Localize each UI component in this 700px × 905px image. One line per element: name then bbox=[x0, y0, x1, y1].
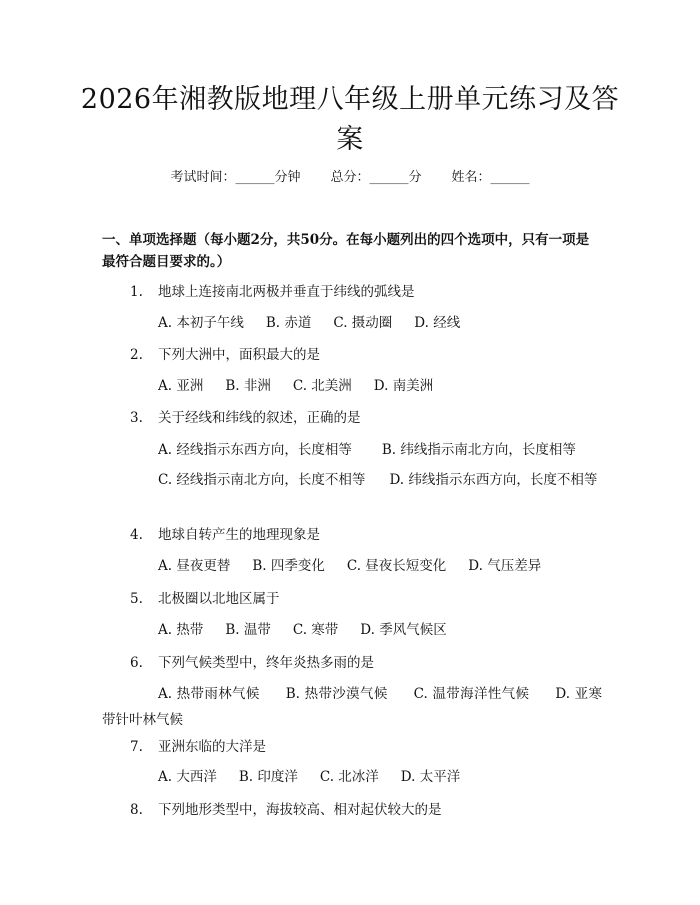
question-text: 北极圈以北地区属于 bbox=[158, 591, 280, 607]
option-a: A. 热带 bbox=[158, 622, 204, 638]
question-text: 地球上连接南北两极并垂直于纬线的弧线是 bbox=[158, 284, 415, 300]
section-heading: 一、单项选择题（每小题2分，共50分。在每小题列出的四个选项中，只有一项是最符合题目要求的。） bbox=[102, 232, 590, 270]
option-c: C. 摄动圈 bbox=[333, 315, 393, 331]
question-4 bbox=[130, 525, 320, 545]
question-number: 6. bbox=[130, 655, 143, 671]
exam-meta bbox=[0, 168, 700, 188]
question-3 bbox=[130, 408, 361, 428]
option-a: A. 昼夜更替 bbox=[158, 558, 231, 574]
option-d: D. 季风气候区 bbox=[360, 622, 447, 638]
option-d: D. 经线 bbox=[414, 315, 461, 331]
question-number: 1. bbox=[130, 284, 143, 300]
question-text: 下列地形类型中，海拔较高、相对起伏较大的是 bbox=[158, 802, 442, 818]
option-d: D. 南美洲 bbox=[373, 378, 434, 394]
option-c: C. 北美洲 bbox=[292, 378, 352, 394]
option-a: A. 热带雨林气候 bbox=[158, 686, 260, 702]
option-d: D. 气压差异 bbox=[468, 558, 542, 574]
question-text: 下列气候类型中，终年炎热多雨的是 bbox=[158, 655, 374, 671]
question-6 bbox=[130, 653, 374, 673]
question-number: 5. bbox=[130, 591, 143, 607]
option-a: A. 大西洋 bbox=[158, 769, 217, 785]
question-5 bbox=[130, 589, 280, 609]
question-text: 下列大洲中，面积最大的是 bbox=[158, 347, 320, 363]
option-c: C. 经线指示南北方向，长度不相等 bbox=[158, 472, 366, 488]
options-3b bbox=[102, 467, 602, 493]
option-b: B. 纬线指示南北方向，长度相等 bbox=[381, 442, 576, 458]
question-text: 亚洲东临的大洋是 bbox=[158, 739, 266, 755]
question-number: 8. bbox=[130, 802, 143, 818]
options-5 bbox=[158, 620, 469, 640]
option-c: C. 昼夜长短变化 bbox=[346, 558, 447, 574]
option-d: D. 太平洋 bbox=[400, 769, 461, 785]
option-c: C. 温带海洋性气候 bbox=[413, 686, 530, 702]
option-b: B. 非洲 bbox=[225, 378, 271, 394]
question-1 bbox=[130, 282, 415, 302]
options-6 bbox=[102, 681, 602, 733]
option-d: D. 亚寒带针叶林气候 bbox=[102, 686, 602, 728]
page-title: 2026年湘教版地理八年级上册单元练习及答案 bbox=[80, 84, 620, 155]
question-8 bbox=[130, 800, 442, 820]
option-b: B. 印度洋 bbox=[238, 769, 298, 785]
option-b: B. 赤道 bbox=[265, 315, 312, 331]
option-b: B. 温带 bbox=[225, 622, 271, 638]
options-7 bbox=[158, 767, 482, 787]
question-number: 3. bbox=[130, 410, 143, 426]
question-text: 地球自转产生的地理现象是 bbox=[158, 527, 320, 543]
option-c: C. 寒带 bbox=[292, 622, 339, 638]
question-number: 4. bbox=[130, 527, 143, 543]
option-a: A. 经线指示东西方向，长度相等 bbox=[158, 442, 352, 458]
option-b: B. 四季变化 bbox=[252, 558, 325, 574]
options-3a bbox=[158, 440, 598, 460]
options-2 bbox=[158, 376, 455, 396]
question-7 bbox=[130, 737, 266, 757]
option-c: C. 北冰洋 bbox=[319, 769, 379, 785]
options-1 bbox=[158, 313, 482, 333]
option-d: D. 纬线指示东西方向，长度不相等 bbox=[389, 472, 598, 488]
exam-time: 考试时间：______分钟 bbox=[170, 170, 301, 185]
question-number: 7. bbox=[130, 739, 143, 755]
option-a: A. 亚洲 bbox=[158, 378, 204, 394]
question-2 bbox=[130, 345, 320, 365]
question-text: 关于经线和纬线的叙述，正确的是 bbox=[158, 410, 361, 426]
option-b: B. 热带沙漠气候 bbox=[285, 686, 388, 702]
question-number: 2. bbox=[130, 347, 143, 363]
exam-score: 总分：______分 bbox=[330, 170, 422, 185]
options-4 bbox=[158, 556, 563, 576]
option-a: A. 本初子午线 bbox=[158, 315, 244, 331]
exam-name: 姓名：______ bbox=[451, 170, 530, 185]
